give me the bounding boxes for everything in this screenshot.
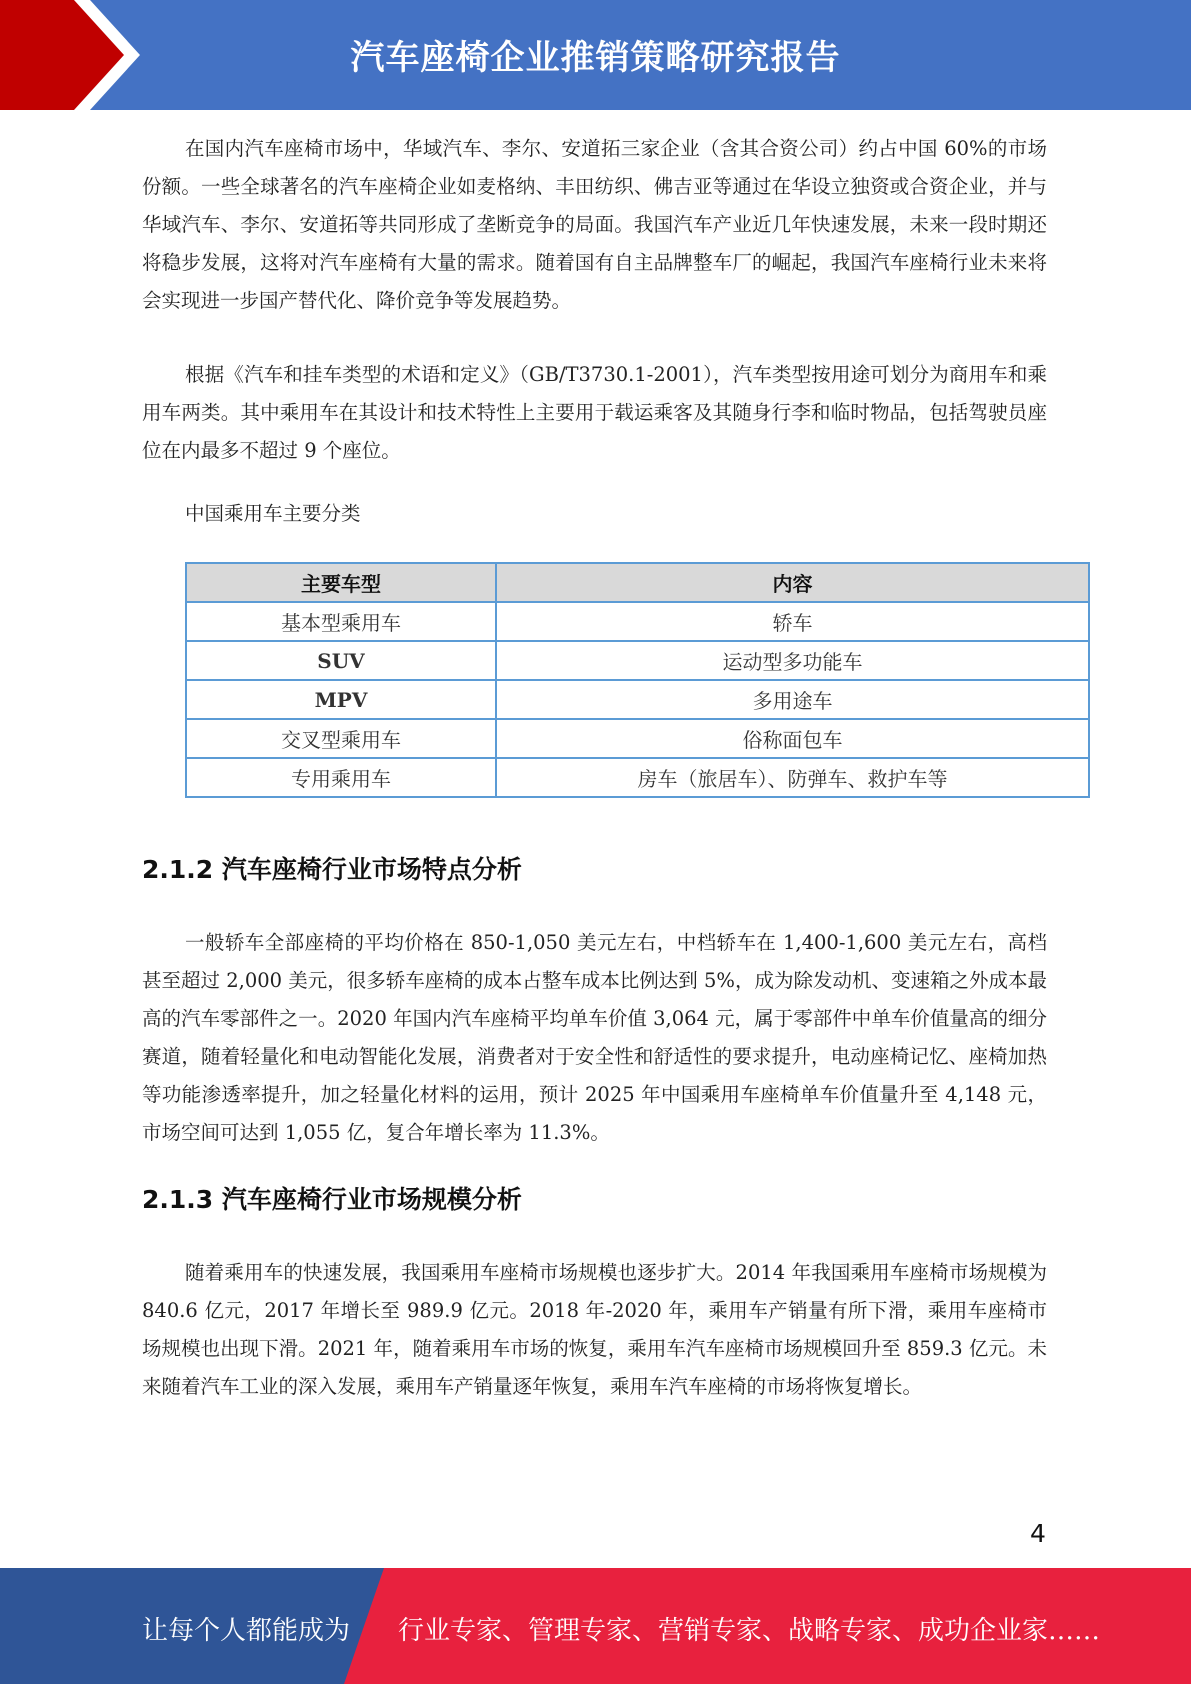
page-footer — [0, 1568, 1191, 1684]
paragraph-market-characteristics: 一般轿车全部座椅的平均价格在 850-1,050 美元左右，中档轿车在 1,400-1,600 美元左右，高档甚至超过 2,000 美元，很多轿车座椅的成本占整车成本比例达到 5%，成为除发动机、变速箱之外成本最高的汽车零部件之一。2020 年国内汽车座椅平均单车价值 3,064 元，属于零部件中单车价值量高的细分赛道，随着轻量化和电动智能化发展，消费者对于安全性和舒适性的要求提升，电动座椅记忆、座椅加热等功能渗透率提升，加之轻量化材料的运用，预计 2025 年中国乘用车座椅单车价值量升至 4,148 元，市场空间可达到 1,055 亿，复合年增长率为 11.3%。 — [142, 931, 1047, 1144]
vehicle-classification-table — [185, 562, 1090, 798]
footer-slogan-right: 行业专家、管理专家、营销专家、战略专家、成功企业家…… — [398, 1616, 1101, 1646]
footer-slogan-left: 让每个人都能成为 — [142, 1616, 351, 1646]
table-row — [186, 680, 1089, 719]
paragraph-market-share: 在国内汽车座椅市场中，华域汽车、李尔、安道拓三家企业（含其合资公司）约占中国 60%的市场份额。一些全球著名的汽车座椅企业如麦格纳、丰田纺织、佛吉亚等通过在华设立独资或合资企业，并与华域汽车、李尔、安道拓等共同形成了垄断竞争的局面。我国汽车产业近几年快速发展，未来一段时期还将稳步发展，这将对汽车座椅有大量的需求。随着国有自主品牌整车厂的崛起，我国汽车座椅行业未来将会实现进一步国产替代化、降价竞争等发展趋势。 — [142, 137, 1047, 312]
table-cell: 基本型乘用车 — [186, 602, 496, 641]
table-row — [186, 758, 1089, 797]
table-cell: SUV — [186, 641, 496, 680]
section-heading-2-1-3: 2.1.3 汽车座椅行业市场规模分析 — [142, 1185, 522, 1214]
table-row — [186, 719, 1089, 758]
table-cell: MPV — [186, 680, 496, 719]
paragraph-vehicle-types: 根据《汽车和挂车类型的术语和定义》（GB/T3730.1-2001），汽车类型按用途可划分为商用车和乘用车两类。其中乘用车在其设计和技术特性上主要用于载运乘客及其随身行李和临时物品，包括驾驶员座位在内最多不超过 9 个座位。 — [142, 363, 1047, 462]
table-cell: 轿车 — [496, 602, 1089, 641]
table-cell: 房车（旅居车）、防弹车、救护车等 — [496, 758, 1089, 797]
table-cell: 俗称面包车 — [496, 719, 1089, 758]
paragraph-market-size: 随着乘用车的快速发展，我国乘用车座椅市场规模也逐步扩大。2014 年我国乘用车座椅市场规模为 840.6 亿元，2017 年增长至 989.9 亿元。2018 年-2020 年，乘用车产销量有所下滑，乘用车座椅市场规模也出现下滑。2021 年，随着乘用车市场的恢复，乘用车汽车座椅市场规模回升至 859.3 亿元。未来随着汽车工业的深入发展，乘用车产销量逐年恢复，乘用车汽车座椅的市场将恢复增长。 — [142, 1261, 1047, 1398]
table-cell: 运动型多功能车 — [496, 641, 1089, 680]
table-header-row — [186, 563, 1089, 602]
table-row — [186, 641, 1089, 680]
table-caption: 中国乘用车主要分类 — [185, 502, 361, 525]
document-title: 汽车座椅企业推销策略研究报告 — [350, 38, 841, 78]
page-number: 4 — [1030, 1519, 1046, 1548]
table-cell: 交叉型乘用车 — [186, 719, 496, 758]
table-header-cell: 主要车型 — [186, 563, 496, 602]
table-row — [186, 602, 1089, 641]
table-cell: 多用途车 — [496, 680, 1089, 719]
page-header — [0, 0, 1191, 110]
table-header-cell: 内容 — [496, 563, 1089, 602]
table-cell: 专用乘用车 — [186, 758, 496, 797]
section-heading-2-1-2: 2.1.2 汽车座椅行业市场特点分析 — [142, 855, 522, 884]
